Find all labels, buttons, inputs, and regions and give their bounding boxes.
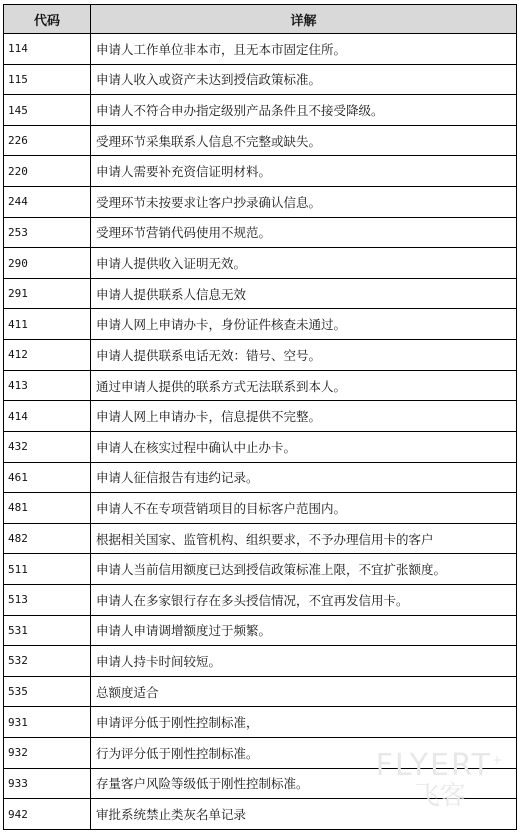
row-code: 931: [4, 707, 91, 738]
row-detail: 根据相关国家、监管机构、组织要求，不予办理信用卡的客户: [91, 523, 517, 554]
row-code: 481: [4, 493, 91, 524]
row-detail: 总额度适合: [91, 676, 517, 707]
header-detail: 详解: [91, 5, 517, 34]
table-row: [4, 278, 517, 309]
table-row: [4, 523, 517, 554]
table-row: [4, 799, 517, 830]
row-code: 513: [4, 584, 91, 615]
row-detail: 申请人在核实过程中确认中止办卡。: [91, 431, 517, 462]
table-row: [4, 401, 517, 432]
row-detail: 申请人需要补充资信证明材料。: [91, 156, 517, 187]
row-code: 461: [4, 462, 91, 493]
row-detail: 申请评分低于刚性控制标准，: [91, 707, 517, 738]
row-code: 253: [4, 217, 91, 248]
row-detail: 申请人当前信用额度已达到授信政策标准上限，不宜扩张额度。: [91, 554, 517, 585]
row-code: 114: [4, 34, 91, 65]
row-detail: 申请人收入或资产未达到授信政策标准。: [91, 64, 517, 95]
row-code: 413: [4, 370, 91, 401]
row-code: 291: [4, 278, 91, 309]
row-code: 432: [4, 431, 91, 462]
row-code: 933: [4, 768, 91, 799]
table-row: [4, 676, 517, 707]
row-detail: 申请人工作单位非本市，且无本市固定住所。: [91, 34, 517, 65]
row-code: 932: [4, 738, 91, 769]
row-detail: 受理环节未按要求让客户抄录确认信息。: [91, 187, 517, 218]
table-row: [4, 125, 517, 156]
row-detail: 审批系统禁止类灰名单记录: [91, 799, 517, 830]
row-detail: 存量客户风险等级低于刚性控制标准。: [91, 768, 517, 799]
table-row: [4, 646, 517, 677]
table-row: [4, 554, 517, 585]
row-code: 411: [4, 309, 91, 340]
row-detail: 通过申请人提供的联系方式无法联系到本人。: [91, 370, 517, 401]
table-row: [4, 340, 517, 371]
table-row: [4, 156, 517, 187]
row-detail: 申请人提供收入证明无效。: [91, 248, 517, 279]
row-code: 244: [4, 187, 91, 218]
table-row: [4, 738, 517, 769]
row-detail: 申请人持卡时间较短。: [91, 646, 517, 677]
table-row: [4, 462, 517, 493]
row-code: 942: [4, 799, 91, 830]
table-row: [4, 95, 517, 126]
watermark-brand: FLYERT: [375, 748, 492, 783]
row-code: 482: [4, 523, 91, 554]
table-row: [4, 34, 517, 65]
table-row: [4, 768, 517, 799]
row-code: 115: [4, 64, 91, 95]
table-row: [4, 248, 517, 279]
table-body: [4, 34, 517, 830]
row-code: 226: [4, 125, 91, 156]
row-detail: 申请人在多家银行存在多头授信情况，不宜再发信用卡。: [91, 584, 517, 615]
row-code: 532: [4, 646, 91, 677]
table-row: [4, 187, 517, 218]
header-row: [4, 5, 517, 34]
header-code: 代码: [4, 5, 91, 34]
table-row: [4, 615, 517, 646]
row-code: 531: [4, 615, 91, 646]
row-code: 220: [4, 156, 91, 187]
row-detail: 申请人申请调增额度过于频繁。: [91, 615, 517, 646]
table-row: [4, 217, 517, 248]
table-row: [4, 64, 517, 95]
watermark-plus: +: [491, 753, 504, 767]
row-detail: 行为评分低于刚性控制标准。: [91, 738, 517, 769]
table-row: [4, 493, 517, 524]
row-code: 412: [4, 340, 91, 371]
row-detail: 受理环节营销代码使用不规范。: [91, 217, 517, 248]
table-row: [4, 584, 517, 615]
row-code: 145: [4, 95, 91, 126]
row-code: 414: [4, 401, 91, 432]
table-row: [4, 431, 517, 462]
table-row: [4, 370, 517, 401]
row-code: 290: [4, 248, 91, 279]
row-detail: 申请人不在专项营销项目的目标客户范围内。: [91, 493, 517, 524]
row-detail: 申请人网上申请办卡，身份证件核查未通过。: [91, 309, 517, 340]
row-code: 511: [4, 554, 91, 585]
table-row: [4, 707, 517, 738]
table-row: [4, 309, 517, 340]
row-detail: 申请人征信报告有违约记录。: [91, 462, 517, 493]
row-detail: 申请人提供联系人信息无效: [91, 278, 517, 309]
row-detail: 申请人提供联系电话无效：错号、空号。: [91, 340, 517, 371]
row-detail: 申请人不符合申办指定级别产品条件且不接受降级。: [91, 95, 517, 126]
row-detail: 申请人网上申请办卡，信息提供不完整。: [91, 401, 517, 432]
watermark-chinese: 飞客: [413, 781, 466, 811]
row-code: 535: [4, 676, 91, 707]
row-detail: 受理环节采集联系人信息不完整或缺失。: [91, 125, 517, 156]
reason-code-table: [3, 4, 517, 830]
